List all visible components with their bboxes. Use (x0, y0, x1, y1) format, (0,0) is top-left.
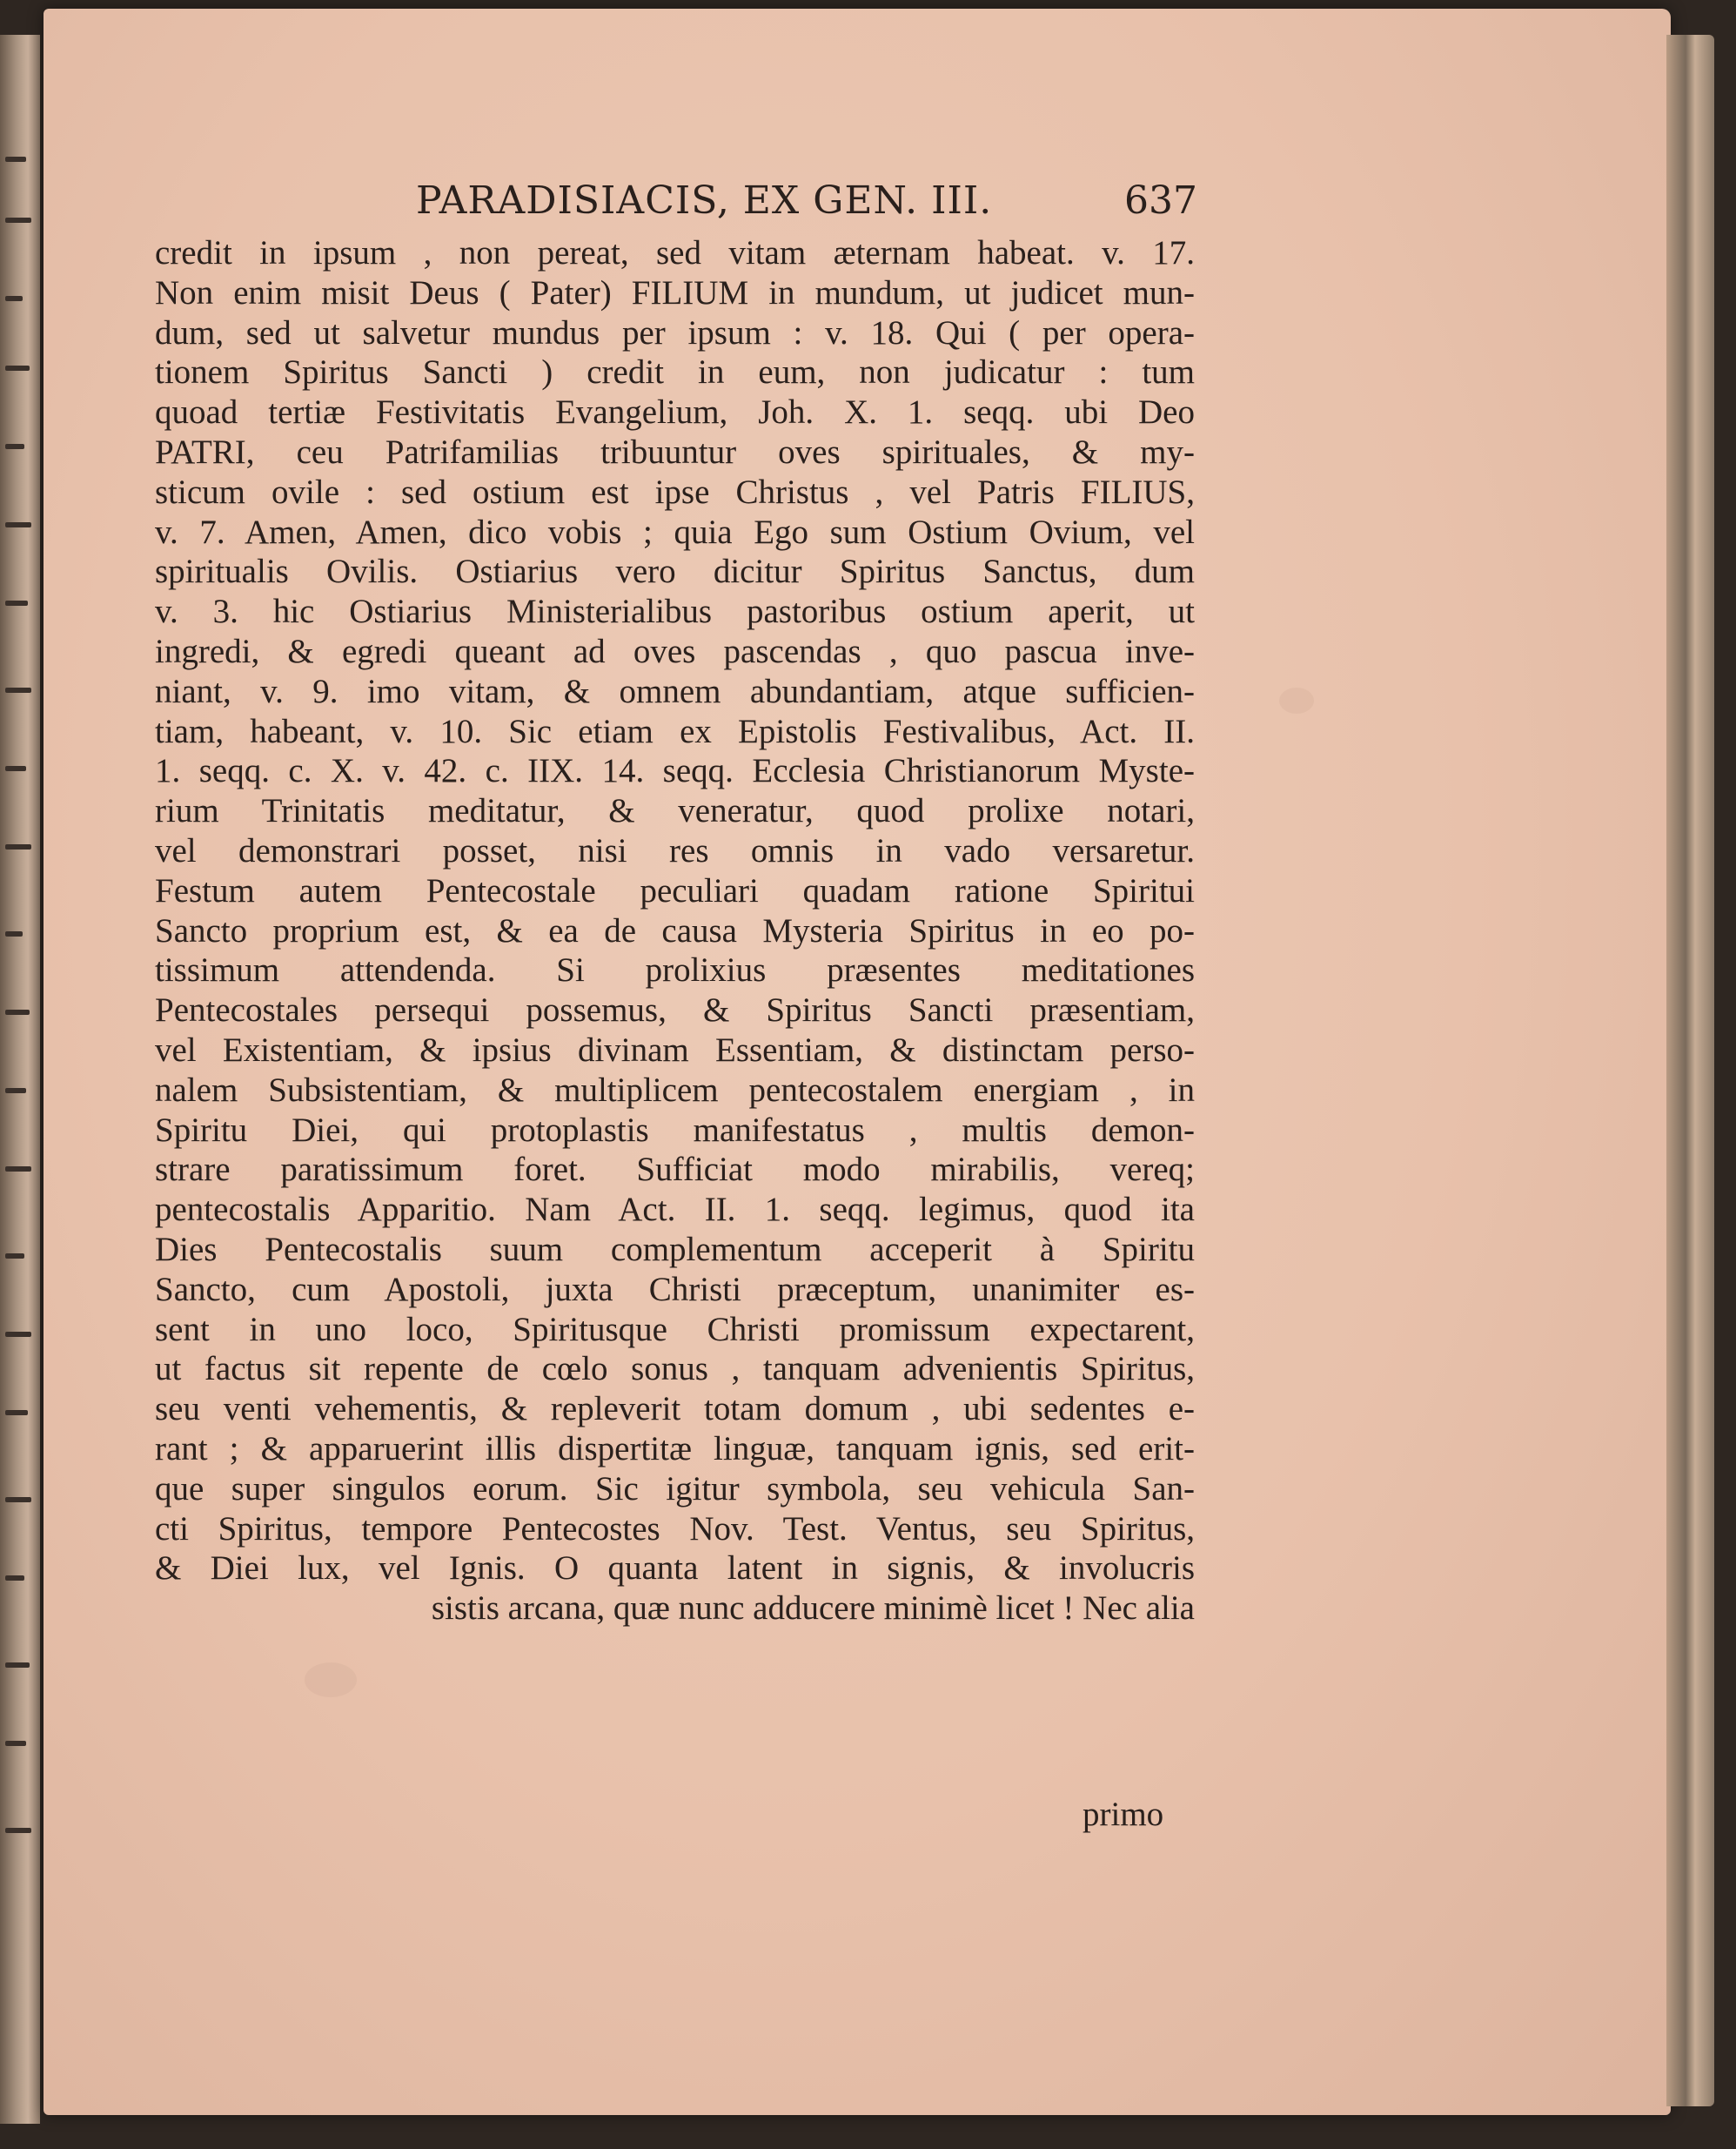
text-line: sticum ovile : sed ostium est ipse Christus , vel Patris FILIUS, (155, 473, 1195, 511)
text-line: pentecostalis Apparitio. Nam Act. II. 1. seqq. legimus, quod ita (155, 1191, 1195, 1229)
text-line: vel Existentiam, & ipsius divinam Essentiam, & distinctam perso- (155, 1031, 1195, 1069)
text-line: rium Trinitatis meditatur, & veneratur, quod prolixe notari, (155, 792, 1195, 830)
edge-mark (5, 296, 23, 301)
text-line: strare paratissimum foret. Sufficiat modo mirabilis, vereq; (155, 1151, 1195, 1189)
text-line: & Diei lux, vel Ignis. O quanta latent in signis, & involucris (155, 1549, 1195, 1588)
text-line: spiritualis Ovilis. Ostiarius vero dicitur Spiritus Sanctus, dum (155, 553, 1195, 591)
catchword: primo (1082, 1796, 1164, 1833)
edge-mark (5, 522, 31, 527)
text-line: ut factus sit repente de cœlo sonus , tanquam advenientis Spiritus, (155, 1350, 1195, 1388)
text-line: niant, v. 9. imo vitam, & omnem abundantiam, atque sufficien- (155, 672, 1195, 710)
edge-mark (5, 844, 31, 850)
text-line: v. 7. Amen, Amen, dico vobis ; quia Ego sum Ostium Ovium, vel (155, 513, 1195, 551)
text-line: cti Spiritus, tempore Pentecostes Nov. Test. Ventus, seu Spiritus, (155, 1509, 1195, 1548)
edge-mark (5, 1253, 24, 1259)
text-line: tissimum attendenda. Si prolixius præsentes meditationes (155, 951, 1195, 990)
edge-mark (5, 1166, 31, 1172)
text-line: tionem Spiritus Sancti ) credit in eum, non judicatur : tum (155, 353, 1195, 392)
paper-speck (305, 1662, 357, 1697)
text-line: vel demonstrari posset, nisi res omnis in vado versaretur. (155, 831, 1195, 870)
text-line: Non enim misit Deus ( Pater) FILIUM in mundum, ut judicet mun- (155, 273, 1195, 312)
text-line: Sancto proprium est, & ea de causa Mysteria Spiritus in eo po- (155, 911, 1195, 950)
text-line: Spiritu Diei, qui protoplastis manifestatus , multis demon- (155, 1111, 1195, 1149)
page-number: 637 (1124, 178, 1197, 223)
fore-edge (1666, 35, 1714, 2106)
edge-mark (5, 688, 31, 693)
running-header: PARADISIACIS, EX GEN. III. (416, 178, 993, 223)
edge-mark (5, 766, 26, 771)
edge-mark (5, 1010, 30, 1015)
edge-mark (5, 1828, 31, 1833)
edge-mark (5, 157, 26, 162)
text-line: Sancto, cum Apostoli, juxta Christi præceptum, unanimiter es- (155, 1270, 1195, 1308)
edge-mark (5, 1410, 28, 1415)
edge-mark (5, 1088, 26, 1093)
text-line: rant ; & apparuerint illis dispertitæ linguæ, tanquam ignis, sed erit- (155, 1429, 1195, 1467)
text-line: Festum autem Pentecostale peculiari quadam ratione Spiritui (155, 871, 1195, 910)
text-line: sistis arcana, quæ nunc adducere minimè licet ! Nec alia (431, 1589, 1195, 1628)
text-line: Dies Pentecostalis suum complementum acceperit à Spiritu (155, 1230, 1195, 1268)
previous-page-edge (0, 35, 40, 2124)
edge-mark (5, 366, 30, 371)
edge-mark (5, 444, 24, 449)
text-line: PATRI, ceu Patrifamilias tribuuntur oves spirituales, & my- (155, 433, 1195, 471)
edge-mark (5, 1662, 30, 1668)
edge-mark (5, 1575, 24, 1581)
edge-mark (5, 1497, 31, 1502)
edge-mark (5, 218, 31, 223)
edge-mark (5, 601, 28, 606)
text-line: Pentecostales persequi possemus, & Spiritus Sancti præsentiam, (155, 991, 1195, 1030)
edge-mark (5, 1741, 26, 1746)
text-line: sent in uno loco, Spiritusque Christi promissum expectarent, (155, 1310, 1195, 1348)
text-line: credit in ipsum , non pereat, sed vitam æternam habeat. v. 17. (155, 234, 1195, 272)
text-line: dum, sed ut salvetur mundus per ipsum : v. 18. Qui ( per opera- (155, 313, 1195, 352)
text-line: que super singulos eorum. Sic igitur symbola, seu vehicula San- (155, 1469, 1195, 1508)
edge-mark (5, 931, 23, 937)
text-line: ingredi, & egredi queant ad oves pascendas , quo pascua inve- (155, 632, 1195, 670)
edge-mark (5, 1332, 31, 1337)
body-text (155, 233, 1195, 1629)
text-line: 1. seqq. c. X. v. 42. c. IIX. 14. seqq. Ecclesia Christianorum Myste- (155, 752, 1195, 790)
text-line: v. 3. hic Ostiarius Ministerialibus pastoribus ostium aperit, ut (155, 593, 1195, 631)
text-line: seu venti vehementis, & repleverit totam domum , ubi sedentes e- (155, 1390, 1195, 1428)
text-line: nalem Subsistentiam, & multiplicem pentecostalem energiam , in (155, 1071, 1195, 1109)
text-line: tiam, habeant, v. 10. Sic etiam ex Epistolis Festivalibus, Act. II. (155, 712, 1195, 750)
text-line: quoad tertiæ Festivitatis Evangelium, Joh. X. 1. seqq. ubi Deo (155, 393, 1195, 432)
paper-speck (1279, 688, 1314, 714)
